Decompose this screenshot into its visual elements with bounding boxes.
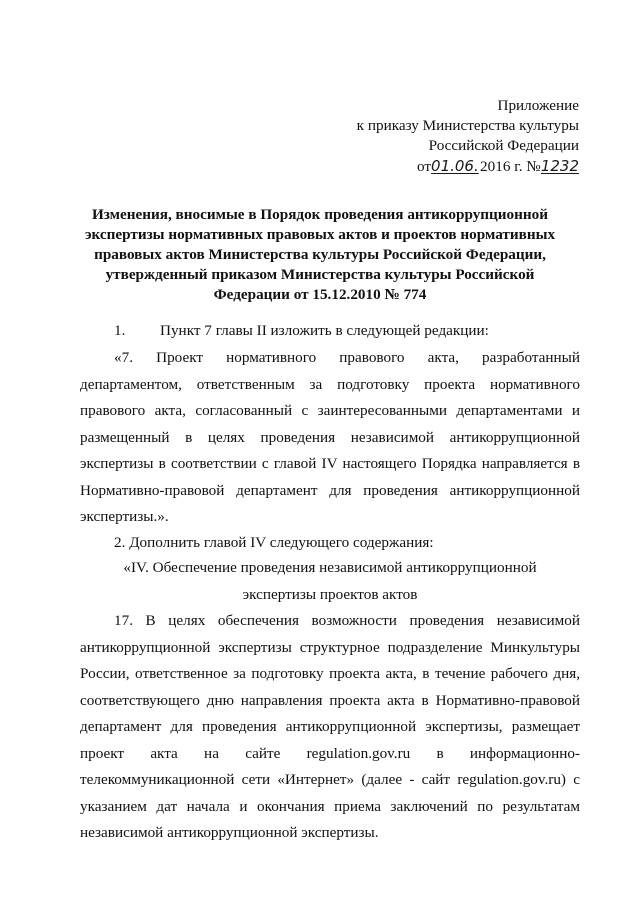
appendix-block: [357, 96, 579, 177]
year-number-label: 2016 г. №: [480, 158, 541, 175]
quote-point-7: [80, 345, 580, 531]
quote-line: экспертизы в соответствии с главой IV настоящего Порядка направляется в: [80, 455, 580, 472]
item-2: 2. Дополнить главой IV следующего содержания:: [114, 534, 434, 551]
date-prefix: от: [417, 158, 432, 175]
title-line: утвержденный приказом Министерства культуры Российской: [105, 266, 535, 283]
para-17-line: независимой антикоррупционной экспертизы.: [80, 824, 379, 841]
quote-line: «7. Проект нормативного правового акта, разработанный: [114, 349, 580, 366]
document-title: [80, 205, 560, 305]
para-17-line: соответствующего дню направления проекта акта в Нормативно-правовой: [80, 691, 580, 709]
appendix-line-3: Российской Федерации: [428, 137, 579, 154]
quote-line: размещенный в целях проведения независимой антикоррупционной: [80, 428, 580, 446]
para-17-line: антикоррупционной экспертизы структурное подразделение Минкультуры: [80, 638, 580, 656]
para-17-line: России, ответственное за подготовку проекта акта, в течение рабочего дня,: [80, 665, 580, 682]
title-line: Изменения, вносимые в Порядок проведения антикоррупционной: [91, 206, 549, 223]
title-line: экспертизы нормативных правовых актов и проектов нормативных: [84, 226, 556, 243]
paragraph-17: [80, 608, 580, 847]
para-17-line: телекоммуникационной сети «Интернет» (далее - сайт regulation.gov.ru) с: [80, 771, 580, 788]
quote-line: экспертизы.».: [80, 508, 169, 525]
chapter-heading-line: экспертизы проектов актов: [242, 585, 418, 603]
appendix-dateline: [357, 156, 579, 177]
appendix-line-1: Приложение: [497, 97, 579, 114]
appendix-line-2: к приказу Министерства культуры: [356, 117, 579, 134]
handwritten-order-number: 1232: [540, 157, 579, 175]
chapter-4-heading: [90, 555, 570, 608]
item-1-number: 1.: [114, 322, 126, 339]
quote-line: департаментом, ответственным за подготовку проекта нормативного: [80, 375, 580, 393]
chapter-heading-line: «IV. Обеспечение проведения независимой антикоррупционной: [123, 559, 537, 576]
para-17-line: 17. В целях обеспечения возможности проведения независимой: [114, 612, 580, 629]
para-17-line: проект акта на сайте regulation.gov.ru в информационно-: [80, 744, 580, 762]
para-17-line: департамент для проведения антикоррупционной экспертизы, размещает: [80, 718, 580, 735]
item-1-text: Пункт 7 главы II изложить в следующей редакции:: [160, 322, 489, 339]
title-line: Федерации от 15.12.2010 № 774: [213, 286, 427, 303]
quote-line: правового акта, согласованный с заинтересованными департаментами и: [80, 402, 580, 419]
handwritten-date: 01.06.: [431, 157, 479, 175]
title-line: правовых актов Министерства культуры Российской Федерации,: [94, 246, 546, 263]
item-1: [80, 318, 580, 345]
para-17-line: указанием дат начала и окончания приема заключений по результатам: [80, 797, 580, 815]
quote-line: Нормативно-правовой департамент для проведения антикоррупционной: [80, 481, 580, 499]
